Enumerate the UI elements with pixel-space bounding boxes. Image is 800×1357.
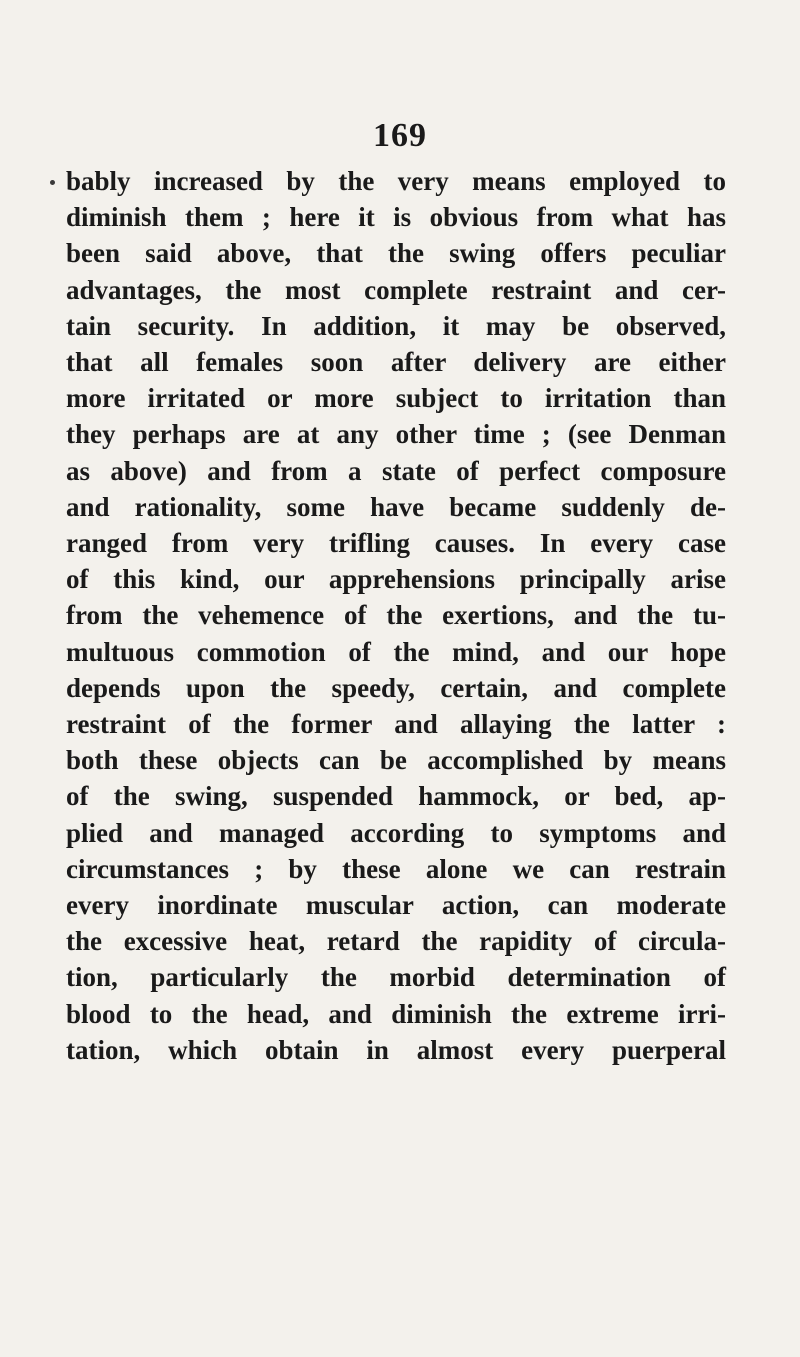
text-line: and rationality, some have became suddenly de- bbox=[66, 491, 726, 522]
text-line: of the swing, suspended hammock, or bed, ap- bbox=[66, 781, 726, 812]
text-line: multuous commotion of the mind, and our hope bbox=[66, 636, 726, 667]
page-number: 169 bbox=[373, 117, 427, 154]
text-line: ranged from very trifling causes. In every case bbox=[66, 528, 726, 558]
text-line: blood to the head, and diminish the extreme irri- bbox=[66, 998, 726, 1029]
text-line: plied and managed according to symptoms and bbox=[66, 817, 726, 848]
text-line: been said above, that the swing offers peculiar bbox=[66, 238, 726, 269]
text-line: as above) and from a state of perfect composure bbox=[66, 455, 726, 486]
text-line: of this kind, our apprehensions principally arise bbox=[66, 564, 726, 595]
margin-mark bbox=[50, 180, 55, 185]
text-line: tion, particularly the morbid determination of bbox=[66, 962, 726, 993]
text-line: from the vehemence of the exertions, and the tu- bbox=[66, 600, 726, 631]
text-line: tation, which obtain in almost every puerperal bbox=[66, 1034, 726, 1065]
text-line: more irritated or more subject to irritation than bbox=[66, 383, 726, 414]
text-line: they perhaps are at any other time ; (see Denman bbox=[66, 419, 726, 450]
text-line: depends upon the speedy, certain, and complete bbox=[66, 672, 726, 703]
text-line: the excessive heat, retard the rapidity of circula- bbox=[66, 926, 726, 957]
text-line: circumstances ; by these alone we can restrain bbox=[66, 853, 726, 884]
text-line: every inordinate muscular action, can moderate bbox=[66, 890, 726, 920]
text-line: bably increased by the very means employed to bbox=[66, 166, 726, 196]
text-line: that all females soon after delivery are either bbox=[66, 347, 726, 377]
text-line: both these objects can be accomplished by means bbox=[66, 745, 726, 776]
text-line: tain security. In addition, it may be observed, bbox=[66, 310, 726, 341]
text-line: advantages, the most complete restraint and cer- bbox=[66, 274, 726, 305]
text-line: diminish them ; here it is obvious from what has bbox=[66, 202, 726, 233]
text-line: restraint of the former and allaying the latter : bbox=[66, 709, 726, 739]
